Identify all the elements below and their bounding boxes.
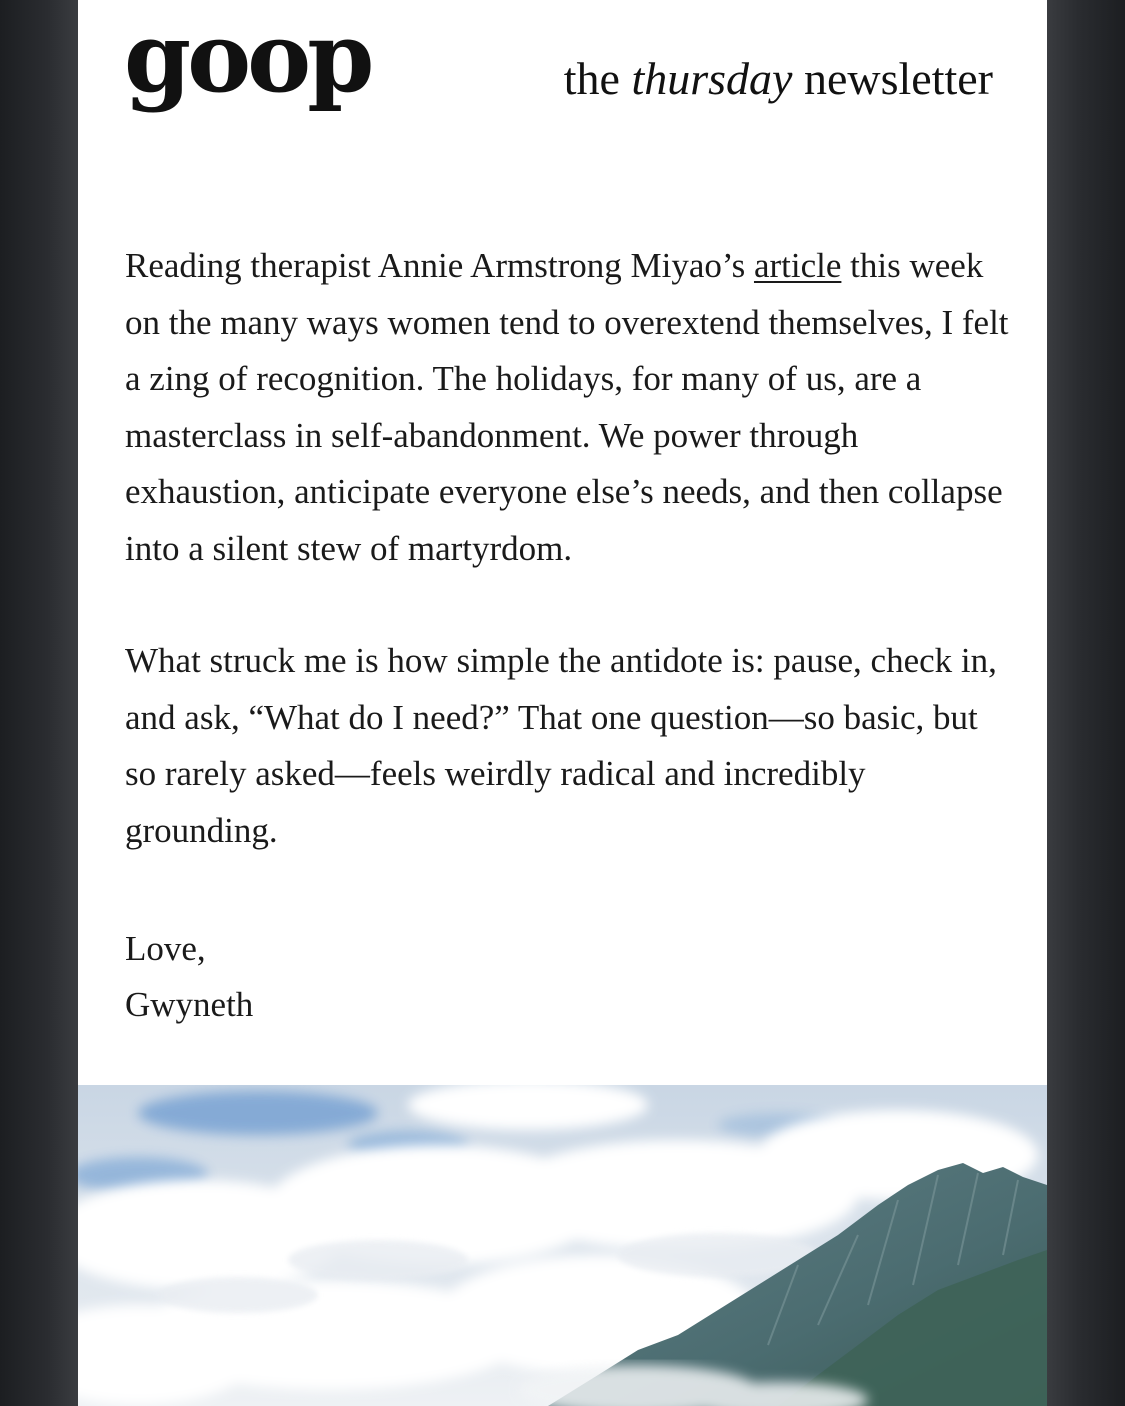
tagline-day: thursday: [631, 53, 793, 104]
p1-after-link: this week on the many ways women tend to overextend themselves, I felt a zing of recognition. The holidays, for many of us, are a masterclass in self-abandonment. We power through exhaustion, anticipate everyone else’s needs, and then collapse into a silent stew of martyrdom.: [125, 246, 1009, 568]
tagline-post: newsletter: [803, 53, 993, 104]
goop-logo[interactable]: goop: [124, 1, 371, 114]
signoff: Love,: [125, 929, 206, 968]
tagline-pre: the: [563, 53, 620, 104]
article-link[interactable]: article: [753, 246, 842, 285]
letter-body: [125, 238, 1010, 1033]
p1-before-link: Reading therapist Annie Armstrong Miyao’s: [125, 246, 746, 285]
newsletter-header: [78, 0, 1047, 160]
right-bezel: [1047, 0, 1125, 1406]
letter-paragraph-1: [125, 238, 1010, 577]
signoff-block: [125, 921, 1010, 1033]
hero-image[interactable]: [78, 1085, 1047, 1406]
left-bezel: [0, 0, 78, 1406]
newsletter-email: [78, 0, 1047, 1406]
signature: Gwyneth: [125, 985, 254, 1024]
mountain-clouds-image: [78, 1085, 1047, 1406]
letter-paragraph-2: What struck me is how simple the antidote is: pause, check in, and ask, “What do I need?” That one question—so basic, but so rarely asked—feels weirdly radical and incredibly grounding.: [125, 641, 997, 850]
newsletter-tagline: [563, 53, 993, 104]
